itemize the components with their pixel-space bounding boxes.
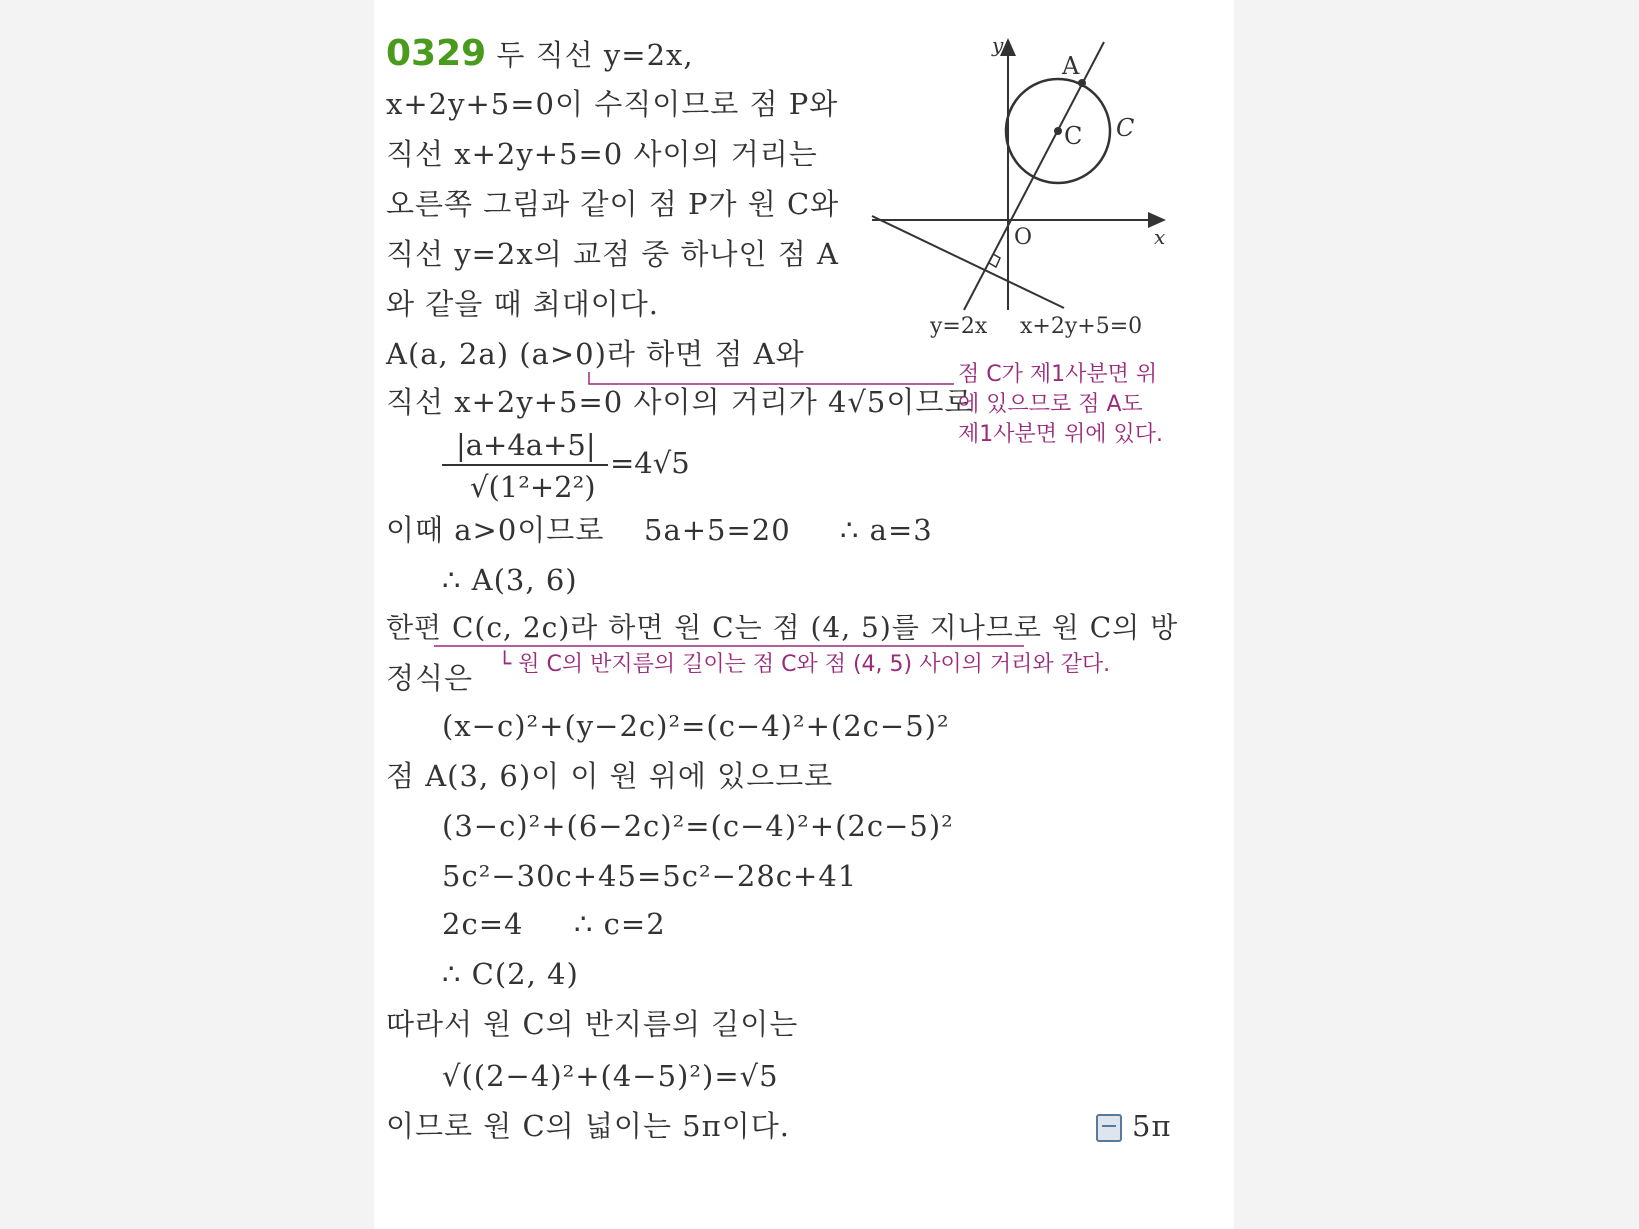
text-line: A(a, 2a) (a>0)라 하면 점 A와 [386,337,805,371]
text-line: 직선 x+2y+5=0 사이의 거리는 [386,137,818,171]
answer-icon [1096,1114,1122,1142]
text-line: 따라서 원 C의 반지름의 길이는 [386,1007,799,1041]
label-y: y [992,33,1004,57]
text-line: 직선 x+2y+5=0 사이의 거리가 4√5이므로 [386,385,974,419]
text-line: 한편 C(c, 2c)라 하면 원 C는 점 (4, 5)를 지나므로 원 C의 방 [386,611,1179,644]
note1-connector [534,370,974,400]
equation: ∴ c=2 [574,907,666,941]
side-note-1 [958,360,1163,450]
equation: 5a+5=20 [644,513,791,547]
note-line: 제1사분면 위에 있다. [958,422,1163,447]
text-line: 오른쪽 그림과 같이 점 P가 원 C와 [386,187,840,221]
answer-box [1096,1108,1172,1144]
side-note-2: └ 원 C의 반지름의 길이는 점 C와 점 (4, 5) 사이의 거리와 같다. [498,652,1111,677]
text-line: 와 같을 때 최대이다. [386,287,659,321]
fraction-denominator: √(1²+2²) [470,470,596,504]
line-x-2y-5 [872,216,1064,308]
text-line: 정식은 [386,661,474,695]
point-a [1078,79,1086,87]
text-line: 이므로 원 C의 넓이는 5π이다. [386,1109,790,1143]
label-point-c: C [1064,122,1083,150]
problem-line-1 [386,33,694,74]
page [374,0,1234,1229]
label-line-x-2y-5: x+2y+5=0 [1020,314,1143,339]
label-circle-c: C [1116,114,1135,142]
text-line: x+2y+5=0이 수직이므로 점 P와 [386,87,839,121]
text-line: 점 A(3, 6)이 이 원 위에 있으므로 [386,759,834,793]
equation: (x−c)²+(y−2c)²=(c−4)²+(2c−5)² [442,709,950,743]
fraction-bar [442,464,608,466]
fraction-rhs: =4√5 [610,446,690,480]
coordinate-figure [864,30,1204,350]
equation: 2c=4 [442,907,524,941]
equation: (3−c)²+(6−2c)²=(c−4)²+(2c−5)² [442,809,954,843]
note-line: 점 C가 제1사분면 위 [958,362,1158,387]
text-line: 두 직선 y=2x, [496,38,694,72]
distance-fraction [442,428,762,518]
label-x: x [1154,225,1166,249]
text-line: 이때 a>0이므로 [386,513,605,547]
label-origin: O [1014,225,1033,250]
equation: 5c²−30c+45=5c²−28c+41 [442,859,858,893]
equation: ∴ a=3 [840,513,933,547]
label-point-a: A [1062,52,1080,80]
equation: ∴ A(3, 6) [442,563,578,597]
text-line: 직선 y=2x의 교점 중 하나인 점 A [386,237,839,271]
equation: √((2−4)²+(4−5)²)=√5 [442,1059,779,1093]
point-c [1054,127,1062,135]
problem-number: 0329 [386,33,487,74]
equation: ∴ C(2, 4) [442,957,579,991]
label-line-y-2x: y=2x [930,314,988,339]
answer-value: 5π [1132,1109,1172,1143]
fraction-numerator: |a+4a+5| [456,428,596,462]
note-line: 에 있으므로 점 A도 [958,392,1143,417]
